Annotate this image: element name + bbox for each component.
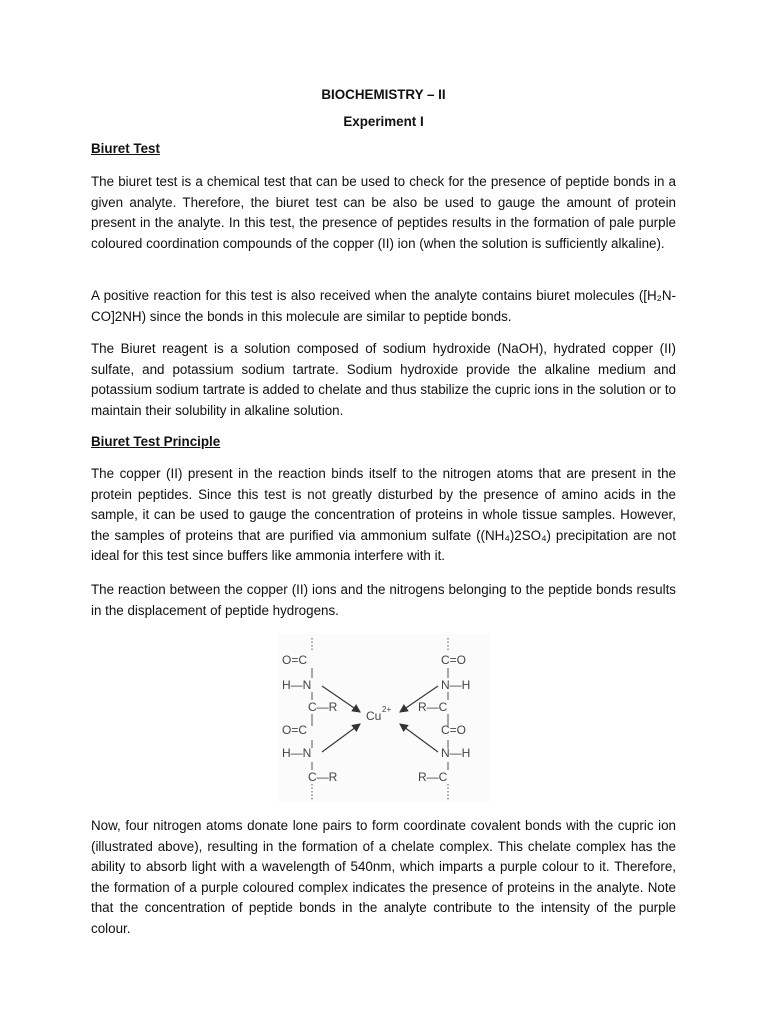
paragraph: Now, four nitrogen atoms donate lone pairs to form coordinate covalent bonds with the cupric ion (illustrated above), resulting in the formation of a chelate complex. This chelate complex has the ability to absorb light with a wavelength of 540nm, which imparts a purple colour to it. Therefore, the formation of a purple coloured complex indicates the presence of proteins in the analyte. Note that the concentration of peptide bonds in the analyte contribute to the intensity of the purple colour. [91, 818, 676, 936]
right-carbonyl-1-label: C=O [441, 653, 467, 667]
coordinate-bond-arrow [400, 724, 438, 752]
left-carbonyl-2-label: O=C [282, 723, 308, 737]
left-amide-1-label: H—N [282, 678, 312, 692]
right-alpha-2-label: R—C [418, 770, 448, 784]
document-subtitle: Experiment I [343, 114, 424, 129]
copper-ion-label: Cu [366, 709, 382, 723]
left-carbonyl-1-label: O=C [282, 653, 308, 667]
paragraph: The Biuret reagent is a solution composed of sodium hydroxide (NaOH), hydrated copper (II) sulfate, and potassium sodium tartrate. Sodium hydroxide provide the alkaline medium and potassium sodium tartrate is added to chelate and thus stabilize the cupric ions in the solution or to maintain their solubility in alkaline solution. [91, 341, 676, 418]
paragraph: The copper (II) present in the reaction binds itself to the nitrogen atoms that are present in the protein peptides. Since this test is not greatly disturbed by the presence of amino acids in the sample, it can be used to gauge the concentration of proteins in whole tissue samples. However, the samples of proteins that are purified via ammonium sulfate ((NH₄)2SO₄) precipitation are not ideal for this test since buffers like ammonia interfere with it. [91, 466, 676, 564]
paragraph: The biuret test is a chemical test that can be used to check for the presence of peptide bonds in a given analyte. Therefore, the biuret test can be also be used to gauge the amount of protein present in the analyte. In this test, the presence of peptides results in the formation of pale purple coloured coordination compounds of the copper (II) ion (when the solution is sufficiently alkaline). [91, 174, 676, 251]
chelate-structure-diagram [278, 634, 490, 802]
copper-charge-label: 2+ [382, 705, 392, 714]
right-carbonyl-2-label: C=O [441, 723, 467, 737]
section-heading-biuret-principle: Biuret Test Principle [91, 434, 221, 449]
left-alpha-1-label: C—R [308, 700, 338, 714]
paragraph: The reaction between the copper (II) ions and the nitrogens belonging to the peptide bonds results in the displacement of peptide hydrogens. [91, 582, 676, 618]
right-amide-1-label: N—H [441, 678, 471, 692]
right-alpha-1-label: R—C [418, 700, 448, 714]
document-title: BIOCHEMISTRY – II [321, 87, 446, 102]
right-amide-2-label: N—H [441, 746, 471, 760]
section-heading-biuret-test: Biuret Test [91, 141, 160, 156]
left-amide-2-label: H—N [282, 746, 312, 760]
biuret-complex-figure [278, 634, 490, 802]
paragraph: A positive reaction for this test is also received when the analyte contains biuret molecules ([H₂N-CO]2NH) since the bonds in this molecule are similar to peptide bonds. [91, 288, 676, 324]
left-alpha-2-label: C—R [308, 770, 338, 784]
coordinate-bond-arrow [322, 724, 360, 752]
